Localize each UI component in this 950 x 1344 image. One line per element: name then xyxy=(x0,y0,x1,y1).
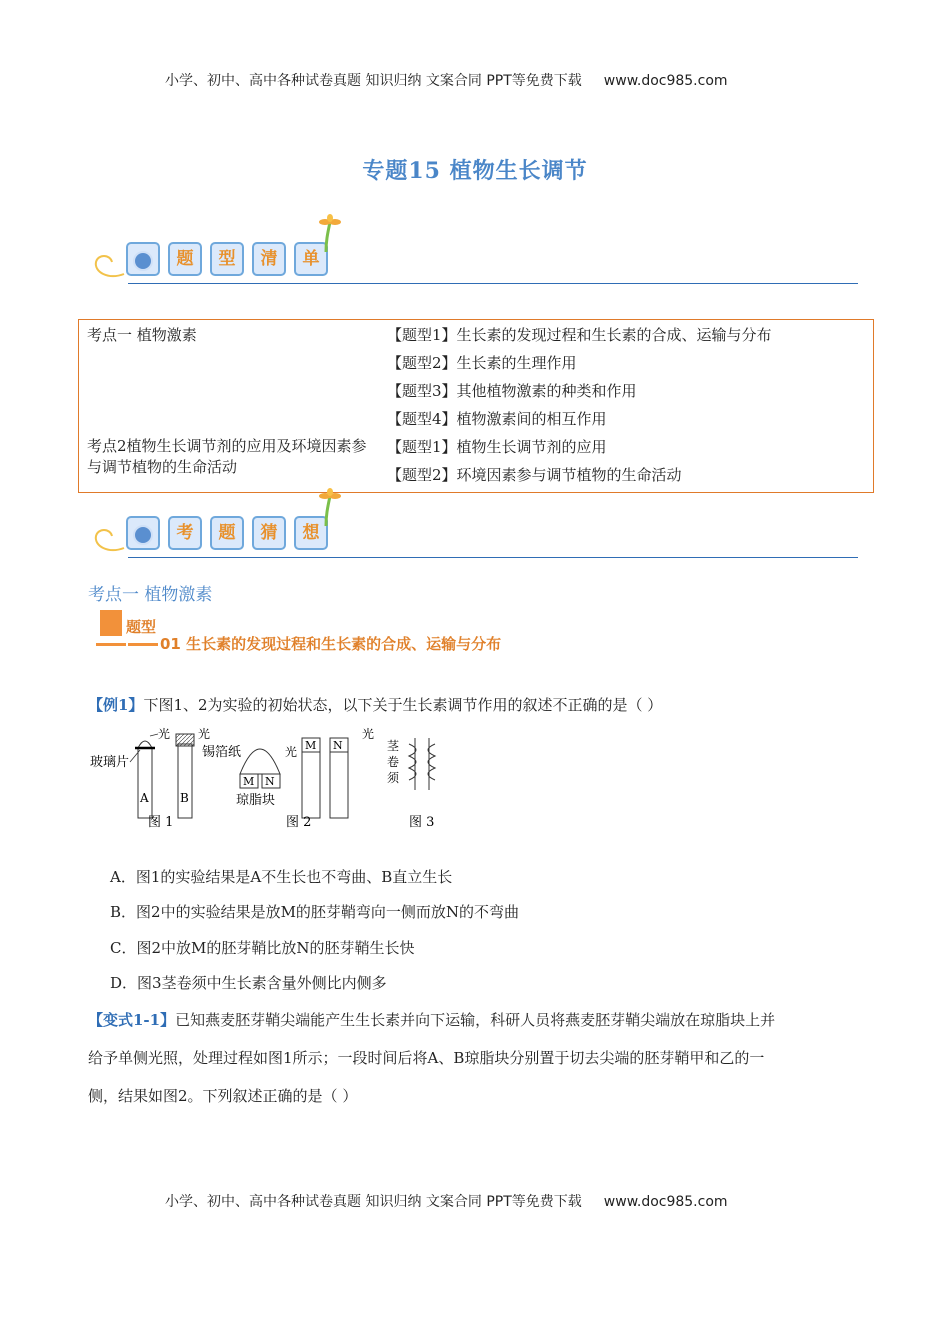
fig2-caption: 图 2 xyxy=(286,815,312,830)
variant-line3: 侧，结果如图2。下列叙述正确的是（ ） xyxy=(88,1087,358,1105)
figure-3 xyxy=(385,734,445,834)
table-item-5: 【题型1】植物生长调节剂的应用 xyxy=(387,438,607,456)
page-header xyxy=(165,70,728,90)
topic-table xyxy=(78,319,874,493)
label-B: B xyxy=(180,791,189,805)
point2-label: 考点2植物生长调节剂的应用及环境因素参与调节植物的生命活动 xyxy=(87,437,367,476)
option-a: A．图1的实验结果是A不生长也不弯曲、B直立生长 xyxy=(110,868,453,886)
banner-exam-predictions xyxy=(88,488,858,566)
footer-text: 小学、初中、高中各种试卷真题 知识归纳 文案合同 PPT等免费下载 xyxy=(165,1194,582,1210)
flower-icon xyxy=(314,488,344,528)
label-light-4: 光 xyxy=(362,727,375,741)
label-light-1: 光 xyxy=(158,727,171,741)
table-item-6: 【题型2】环境因素参与调节植物的生命活动 xyxy=(387,466,682,484)
label-tendril-2: 卷 xyxy=(387,755,400,769)
variant-question xyxy=(88,1009,868,1107)
label-N-1: N xyxy=(265,775,275,788)
banner-char-3: 清 xyxy=(252,242,286,276)
label-M-2: M xyxy=(305,739,317,752)
table-item-4: 【题型4】植物激素间的相互作用 xyxy=(387,410,607,428)
swirl-icon xyxy=(88,506,128,556)
swirl-icon xyxy=(88,232,128,282)
banner-char-4: 想 xyxy=(294,516,328,550)
label-tendril-1: 茎 xyxy=(387,739,400,753)
point1-label: 考点一 植物激素 xyxy=(87,326,197,344)
example1-figure xyxy=(90,724,390,834)
example1-text: 下图1、2为实验的初始状态，以下关于生长素调节作用的叙述不正确的是（ ） xyxy=(143,696,663,714)
variant-label: 【变式1-1】 xyxy=(88,1011,176,1029)
footer-url: www.doc985.com xyxy=(603,1194,728,1210)
banner-char-3: 猜 xyxy=(252,516,286,550)
label-A: A xyxy=(140,791,149,805)
banner-char-1: 题 xyxy=(168,242,202,276)
page-footer xyxy=(165,1191,728,1211)
label-N-2: N xyxy=(333,739,343,752)
header-text: 小学、初中、高中各种试卷真题 知识归纳 文案合同 PPT等免费下载 xyxy=(165,73,582,89)
badge-label: 题型 xyxy=(126,618,157,636)
table-item-1: 【题型1】生长素的发现过程和生长素的合成、运输与分布 xyxy=(387,326,772,344)
variant-line1: 已知燕麦胚芽鞘尖端能产生生长素并向下运输，科研人员将燕麦胚芽鞘尖端放在琼脂块上并 xyxy=(175,1011,776,1029)
label-agar: 琼脂块 xyxy=(236,793,276,808)
label-light-3: 光 xyxy=(285,745,298,759)
example1-question xyxy=(88,694,662,716)
banner-char-1: 考 xyxy=(168,516,202,550)
label-glass: 玻璃片 xyxy=(90,755,130,770)
question-type-title: 01 生长素的发现过程和生长素的合成、运输与分布 xyxy=(160,635,502,653)
option-c: C．图2中放M的胚芽鞘比放N的胚芽鞘生长快 xyxy=(110,939,415,957)
banner-char-2: 型 xyxy=(210,242,244,276)
table-item-3: 【题型3】其他植物激素的种类和作用 xyxy=(387,382,637,400)
example1-label: 【例1】 xyxy=(88,696,144,714)
table-item-2: 【题型2】生长素的生理作用 xyxy=(387,354,577,372)
fig3-caption: 图 3 xyxy=(409,815,435,830)
fig1-caption: 图 1 xyxy=(148,815,174,830)
page-title: 专题15 植物生长调节 xyxy=(362,158,588,184)
option-b: B．图2中的实验结果是放M的胚芽鞘弯向一侧而放N的不弯曲 xyxy=(110,903,520,921)
header-url: www.doc985.com xyxy=(603,73,728,89)
option-d: D．图3茎卷须中生长素含量外侧比内侧多 xyxy=(110,974,387,992)
banner-char-2: 题 xyxy=(210,516,244,550)
banner-char-4: 单 xyxy=(294,242,328,276)
banner-circle-icon xyxy=(126,516,160,550)
section-point-heading: 考点一 植物激素 xyxy=(88,585,213,605)
banner-question-types xyxy=(88,214,858,292)
question-type-badge xyxy=(96,610,158,650)
banner-circle-icon xyxy=(126,242,160,276)
label-foil: 锡箔纸 xyxy=(202,745,242,760)
flower-icon xyxy=(314,214,344,254)
label-tendril-3: 须 xyxy=(387,771,400,785)
label-M-1: M xyxy=(243,775,255,788)
label-light-2: 光 xyxy=(198,727,211,741)
variant-line2: 给予单侧光照，处理过程如图1所示；一段时间后将A、B琼脂块分别置于切去尖端的胚芽鞘甲和乙的一 xyxy=(88,1049,765,1067)
